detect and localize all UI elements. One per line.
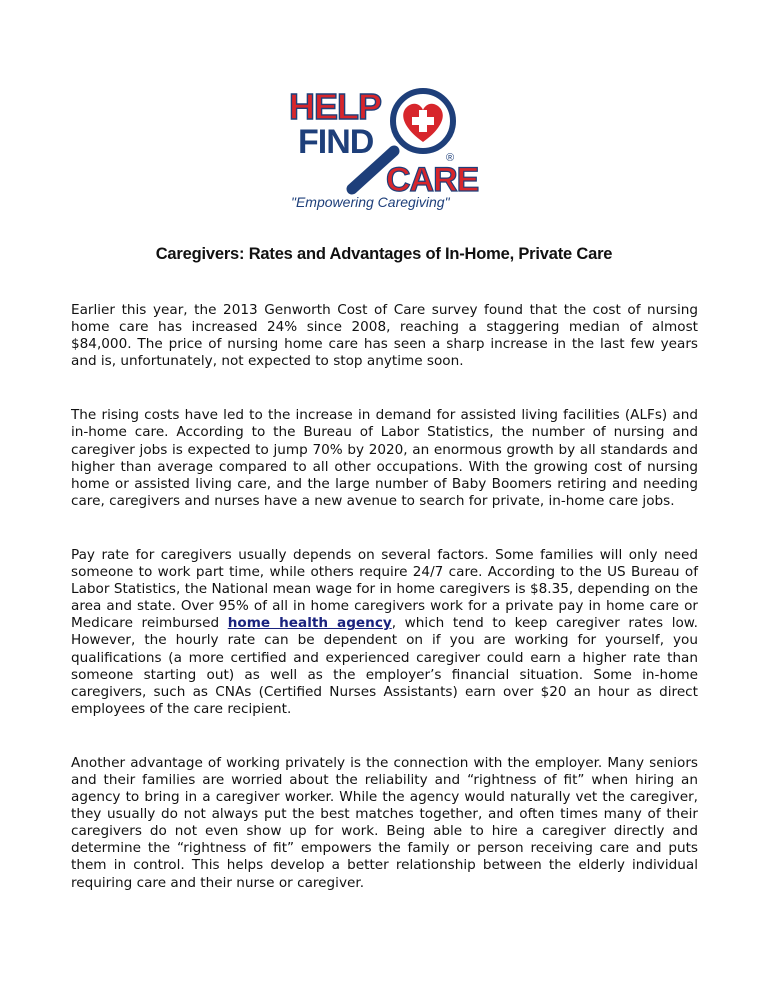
logo-word-care: CARE	[386, 161, 479, 199]
paragraph-4: Another advantage of working privately is the connection with the employer. Many seniors and their families are worried about the reliability and “rightness of fit” when hiring an agency to bring in a caregiver worker. While the agency would naturally vet the caregiver, they usually do not always put the best matches together, and often times many of their caregivers do not even show up for work. Being able to hire a caregiver directly and determine the “rightness of fit” empowers the family or person receiving care and puts them in control. This helps develop a better relationship between the elderly individual requiring care and their nurse or caregiver.	[71, 754, 698, 891]
paragraph-1: Earlier this year, the 2013 Genworth Cost of Care survey found that the cost of nursing home care has increased 24% since 2008, reaching a staggering median of almost $84,000. The price of nursing home care has seen a sharp increase in the last few years and is, unfortunately, not expected to stop anytime soon.	[71, 302, 698, 370]
logo-tagline: "Empowering Caregiving"	[291, 194, 450, 210]
paragraph-2: The rising costs have led to the increase in demand for assisted living facilities (ALFs) and in-home care. According to the Bureau of Labor Statistics, the number of nursing and caregiver jobs is expected to jump 70% by 2020, an enormous growth by all standards and higher than average compared to all other occupations. With the growing cost of nursing home or assisted living care, and the large number of Baby Boomers retiring and needing care, caregivers and nurses have a new avenue to search for private, in-home care jobs.	[71, 407, 698, 509]
page-title: Caregivers: Rates and Advantages of In-Home, Private Care	[155, 245, 613, 263]
paragraph-3-before-link: Pay rate for caregivers usually depends on several factors. Some families will only need someone to work part time, while others require 24/7 care. According to the US Bureau of Labor Statistics, the National mean wage for in home caregivers is $8.35, depending on the area and state. Over 95% of all in home caregivers work for a private pay in home care or Medicare reimbursed	[71, 546, 698, 632]
home-health-agency-link[interactable]: home health agency	[227, 615, 392, 632]
paragraph-3	[71, 547, 698, 718]
logo-word-help: HELP	[289, 86, 382, 127]
logo-graphic	[286, 85, 486, 215]
registered-mark: ®	[446, 152, 455, 164]
article-body	[71, 302, 698, 929]
logo-word-find: FIND	[298, 123, 374, 161]
help-find-care-logo	[286, 85, 486, 215]
paragraph-3-after-link: , which tend to keep caregiver rates low. However, the hourly rate can be dependent on if you are working for yourself, you qualifications (a more certified and experienced caregiver could earn a higher rate than someone starting out) as well as the employer’s financial situation. Some in-home caregivers, such as CNAs (Certified Nurses Assistants) earn over $20 an hour as direct employees of the care recipient.	[71, 615, 698, 717]
